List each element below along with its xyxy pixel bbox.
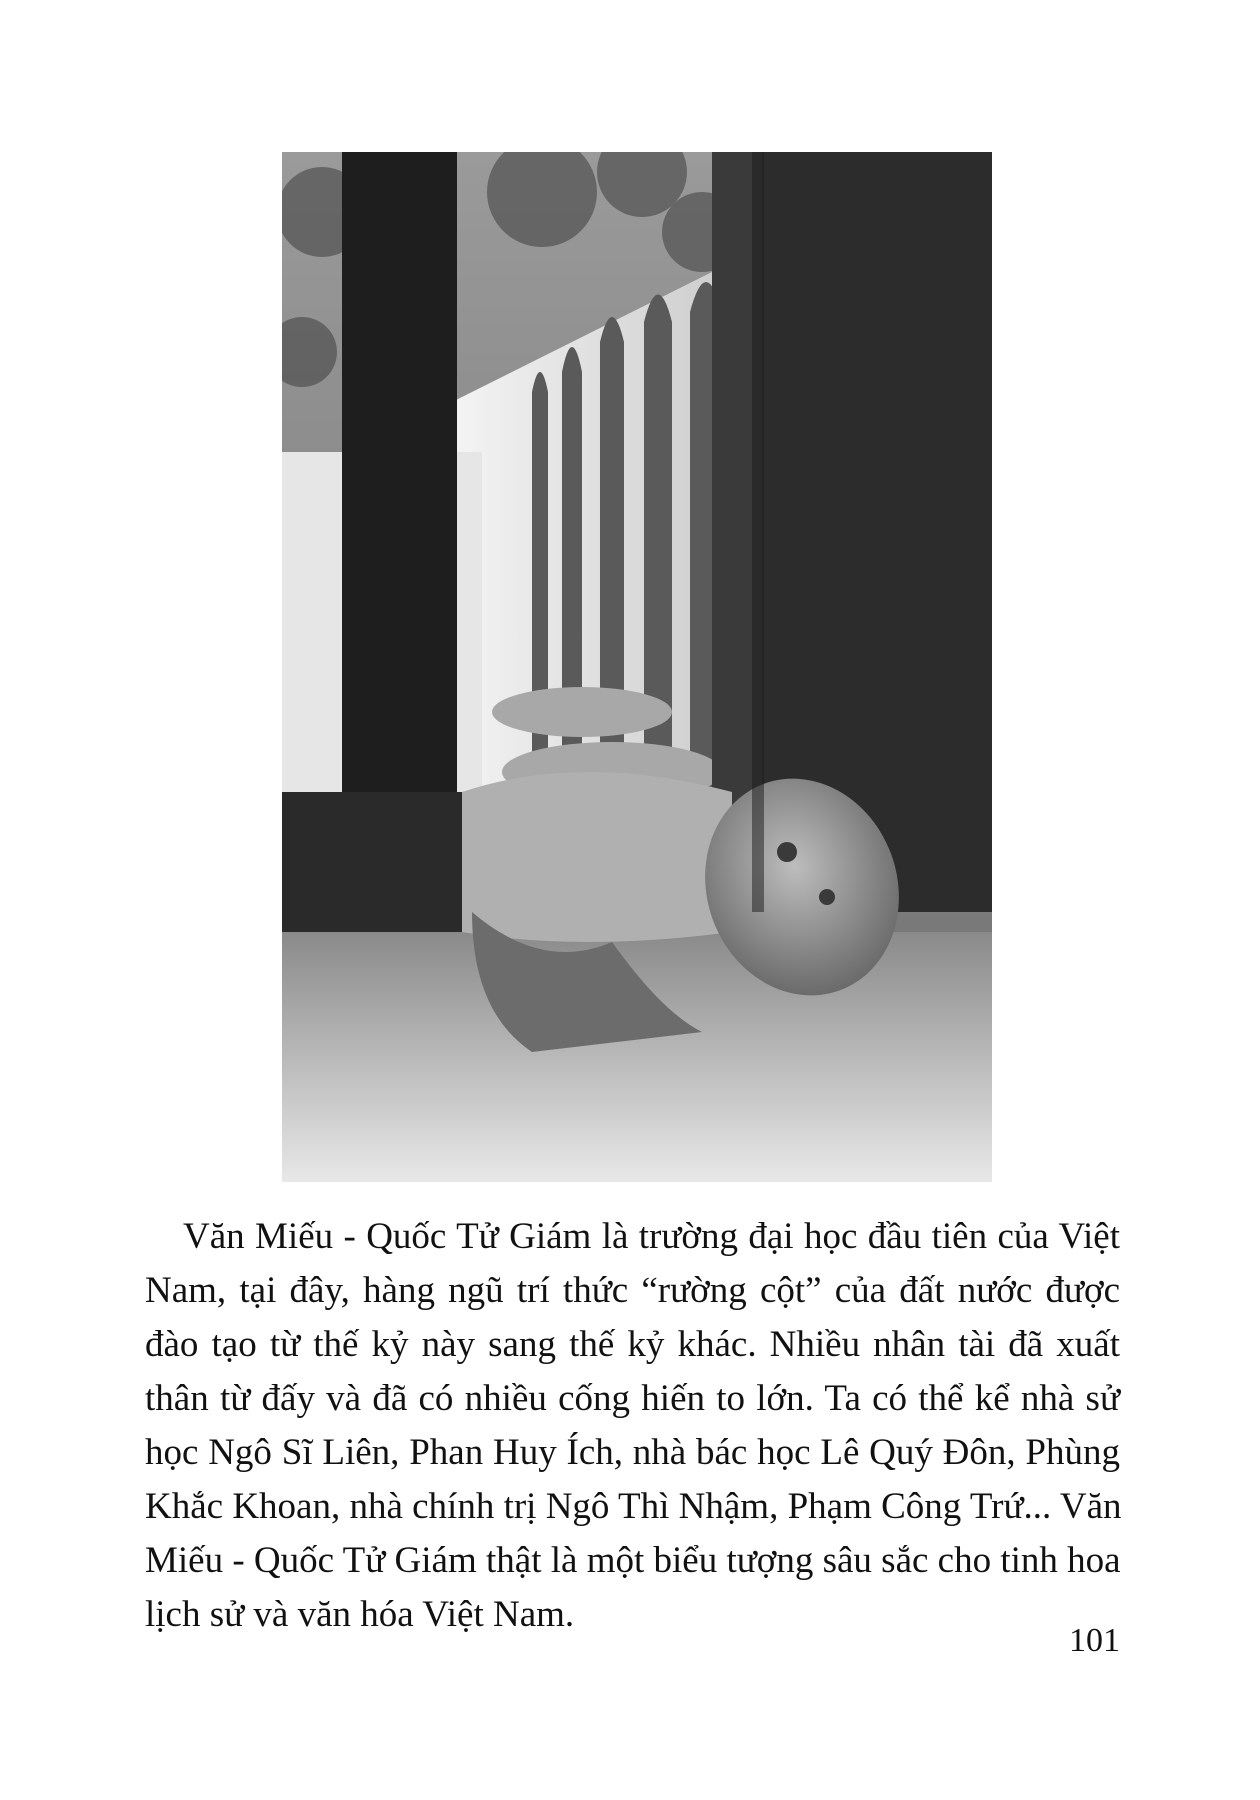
paragraph-line: Văn Miếu - Quốc Tử Giám là trường đại học đầu tiên của Việt: [183, 1216, 1120, 1257]
paragraph-line: đào tạo từ thế kỷ này sang thế kỷ khác. Nhiều nhân tài đã xuất: [145, 1324, 1120, 1365]
paragraph-line: Miếu - Quốc Tử Giám thật là một biểu tượng sâu sắc cho tinh hoa: [145, 1540, 1121, 1581]
paragraph-line: Khắc Khoan, nhà chính trị Ngô Thì Nhậm, Phạm Công Trứ... Văn: [145, 1486, 1122, 1527]
stele-photo: [282, 152, 992, 1182]
paragraph-line: học Ngô Sĩ Liên, Phan Huy Ích, nhà bác học Lê Quý Đôn, Phùng: [145, 1432, 1120, 1473]
stele-photo-drawing: [282, 152, 992, 1182]
paragraph-line: lịch sử và văn hóa Việt Nam.: [145, 1594, 575, 1635]
paragraph-line: Nam, tại đây, hàng ngũ trí thức “rường cột” của đất nước được: [145, 1270, 1120, 1311]
paragraph-line: thân từ đấy và đã có nhiều cống hiến to lớn. Ta có thể kể nhà sử: [145, 1378, 1120, 1419]
body-paragraph: [145, 1210, 1120, 1642]
page-number: 101: [1069, 1622, 1120, 1659]
